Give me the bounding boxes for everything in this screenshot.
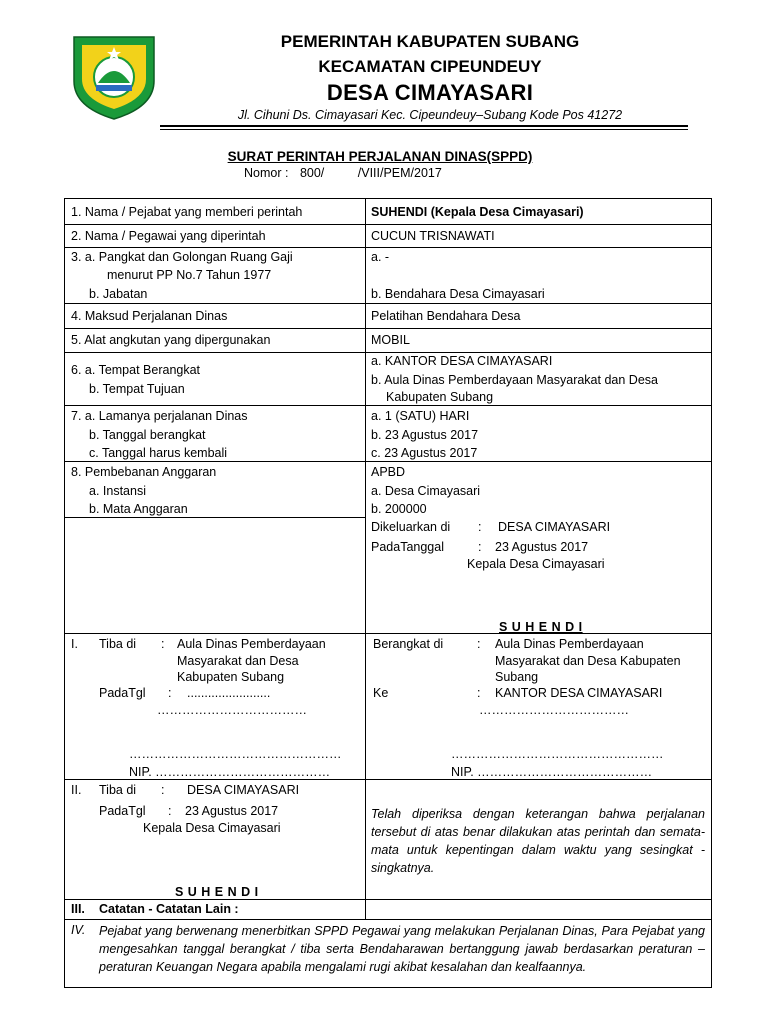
row4-label: 4. Maksud Perjalanan Dinas	[71, 309, 228, 323]
section2-arrival-label: Tiba di	[99, 783, 137, 797]
issued-date-label: PadaTanggal	[371, 540, 444, 554]
row-divider	[65, 405, 711, 406]
section1-right-dots-long: ……………………………………………	[451, 747, 664, 761]
section1-date-value: ........................	[187, 686, 271, 700]
row6-value-b: b. Aula Dinas Pemberdayaan Masyarakat dan Desa	[371, 373, 658, 387]
issued-date-value: 23 Agustus 2017	[495, 540, 589, 554]
header-rule-thick	[160, 125, 688, 127]
row5-value: MOBIL	[371, 333, 410, 347]
section1-arrival-label: Tiba di	[99, 637, 137, 651]
row3-label-a: 3. a. Pangkat dan Golongan Ruang Gaji	[71, 250, 293, 264]
section2-number: II.	[71, 783, 82, 797]
row7-label-b: b. Tanggal berangkat	[89, 428, 206, 442]
section2-position: Kepala Desa Cimayasari	[143, 821, 281, 835]
row-divider	[65, 461, 711, 462]
section1-arrival-value-2: Masyarakat dan Desa	[177, 654, 299, 668]
section1-colon: :	[168, 686, 172, 700]
section1-arrival-value-1: Aula Dinas Pemberdayaan	[177, 637, 326, 651]
row6-label-b: b. Tempat Tujuan	[89, 382, 185, 396]
section2-colon: :	[161, 783, 165, 797]
row2-label: 2. Nama / Pegawai yang diperintah	[71, 229, 266, 243]
section1-destination-label: Ke	[373, 686, 389, 700]
issued-colon: :	[478, 520, 482, 534]
section2-date-label: PadaTgl	[99, 804, 146, 818]
issued-position: Kepala Desa Cimayasari	[467, 557, 605, 571]
section1-destination-value: KANTOR DESA CIMAYASARI	[495, 686, 663, 700]
section4-number: IV.	[71, 923, 86, 937]
section2-statement: Telah diperiksa dengan keterangan bahwa perjalanan tersebut di atas benar dilakukan atas perintah dan semata-mata untuk kepentingan dalam waktu yang sesingkat - singkatnya.	[371, 807, 705, 875]
section3-notes-label: Catatan - Catatan Lain :	[99, 902, 239, 916]
section1-colon: :	[477, 637, 481, 651]
row-divider	[65, 303, 711, 304]
issued-signer: S U H E N D I	[499, 620, 583, 634]
section1-departure-value-3: Subang	[495, 670, 539, 684]
row7-label-a: 7. a. Lamanya perjalanan Dinas	[71, 409, 248, 423]
section1-colon: :	[161, 637, 165, 651]
nomor-label: Nomor :	[244, 166, 289, 180]
section1-left-nip: NIP. ……………………………………	[129, 765, 331, 779]
district-line: KECAMATAN CIPEUNDEUY	[318, 57, 542, 76]
row8-label: 8. Pembebanan Anggaran	[71, 465, 217, 479]
section1-left-dots-short: ………………………………	[157, 703, 307, 717]
row3-label-a2: menurut PP No.7 Tahun 1977	[107, 268, 272, 282]
row5-label: 5. Alat angkutan yang dipergunakan	[71, 333, 271, 347]
issued-colon: :	[478, 540, 482, 554]
row3-value-a: a. -	[371, 250, 390, 264]
issued-place-label: Dikeluarkan di	[371, 520, 451, 534]
row1-label: 1. Nama / Pejabat yang memberi perintah	[71, 205, 303, 219]
row8-label-b: b. Mata Anggaran	[89, 502, 188, 516]
row6-value-b2: Kabupaten Subang	[386, 390, 494, 404]
section2-date-value: 23 Agustus 2017	[185, 804, 279, 818]
section1-date-label: PadaTgl	[99, 686, 146, 700]
section3-number: III.	[71, 902, 85, 916]
government-line: PEMERINTAH KABUPATEN SUBANG	[280, 32, 580, 51]
row-divider	[65, 247, 711, 248]
nomor-suffix: /VIII/PEM/2017	[357, 166, 442, 180]
row-divider	[65, 328, 711, 329]
section1-left-dots-long: ……………………………………………	[129, 747, 342, 761]
sppd-table	[64, 198, 712, 988]
row8-value-a: a. Desa Cimayasari	[371, 484, 481, 498]
row8-value-b: b. 200000	[371, 502, 427, 516]
row8-value: APBD	[371, 465, 406, 479]
row8-label-a: a. Instansi	[89, 484, 146, 498]
row-divider	[65, 899, 711, 900]
header-rule-thin	[160, 129, 688, 130]
section1-departure-value-2: Masyarakat dan Desa Kabupaten	[495, 654, 681, 668]
row6-label-a: 6. a. Tempat Berangkat	[71, 363, 201, 377]
section2-arrival-value: DESA CIMAYASARI	[187, 783, 300, 797]
row3-value-b: b. Bendahara Desa Cimayasari	[371, 287, 545, 301]
row1-value: SUHENDI (Kepala Desa Cimayasari)	[371, 205, 584, 219]
row-divider	[65, 517, 365, 518]
section2-colon: :	[168, 804, 172, 818]
document-number	[244, 166, 442, 180]
section2-signer: S U H E N D I	[175, 885, 259, 899]
row-divider	[65, 919, 711, 920]
row4-value: Pelatihan Bendahara Desa	[371, 309, 521, 323]
village-logo	[68, 33, 160, 121]
section1-departure-label: Berangkat di	[373, 637, 444, 651]
row7-value-a: a. 1 (SATU) HARI	[371, 409, 470, 423]
document-title: SURAT PERINTAH PERJALANAN DINAS(SPPD)	[227, 149, 533, 164]
issued-place-value: DESA CIMAYASARI	[498, 520, 611, 534]
row7-value-b: b. 23 Agustus 2017	[371, 428, 479, 442]
nomor-number: 800/	[299, 166, 325, 180]
row2-value: CUCUN TRISNAWATI	[371, 229, 495, 243]
section4-text: Pejabat yang berwenang menerbitkan SPPD Pegawai yang melakukan Perjalanan Dinas, Para Pejabat yang mengesahkan tanggal berangkat / tiba serta Bendaharawan bertanggung jawab berdasarkan peraturan – peraturan Keuangan Negara apabila mengalami rugi akibat kesalahan dan kealfaannya.	[99, 924, 705, 974]
row-divider	[65, 633, 711, 634]
column-divider	[365, 199, 366, 919]
row-divider	[65, 224, 711, 225]
section1-right-dots-short: ………………………………	[479, 703, 629, 717]
row6-value-a: a. KANTOR DESA CIMAYASARI	[371, 354, 553, 368]
row7-label-c: c. Tanggal harus kembali	[89, 446, 228, 460]
address-line: Jl. Cihuni Ds. Cimayasari Kec. Cipeundeuy–Subang Kode Pos 41272	[237, 108, 623, 122]
row7-value-c: c. 23 Agustus 2017	[371, 446, 478, 460]
section1-number: I.	[71, 637, 78, 651]
section1-right-nip: NIP. ……………………………………	[451, 765, 653, 779]
row3-label-b: b. Jabatan	[89, 287, 148, 301]
section1-departure-value-1: Aula Dinas Pemberdayaan	[495, 637, 644, 651]
section1-arrival-value-3: Kabupaten Subang	[177, 670, 285, 684]
section1-colon: :	[477, 686, 481, 700]
village-name: DESA CIMAYASARI	[326, 80, 534, 105]
